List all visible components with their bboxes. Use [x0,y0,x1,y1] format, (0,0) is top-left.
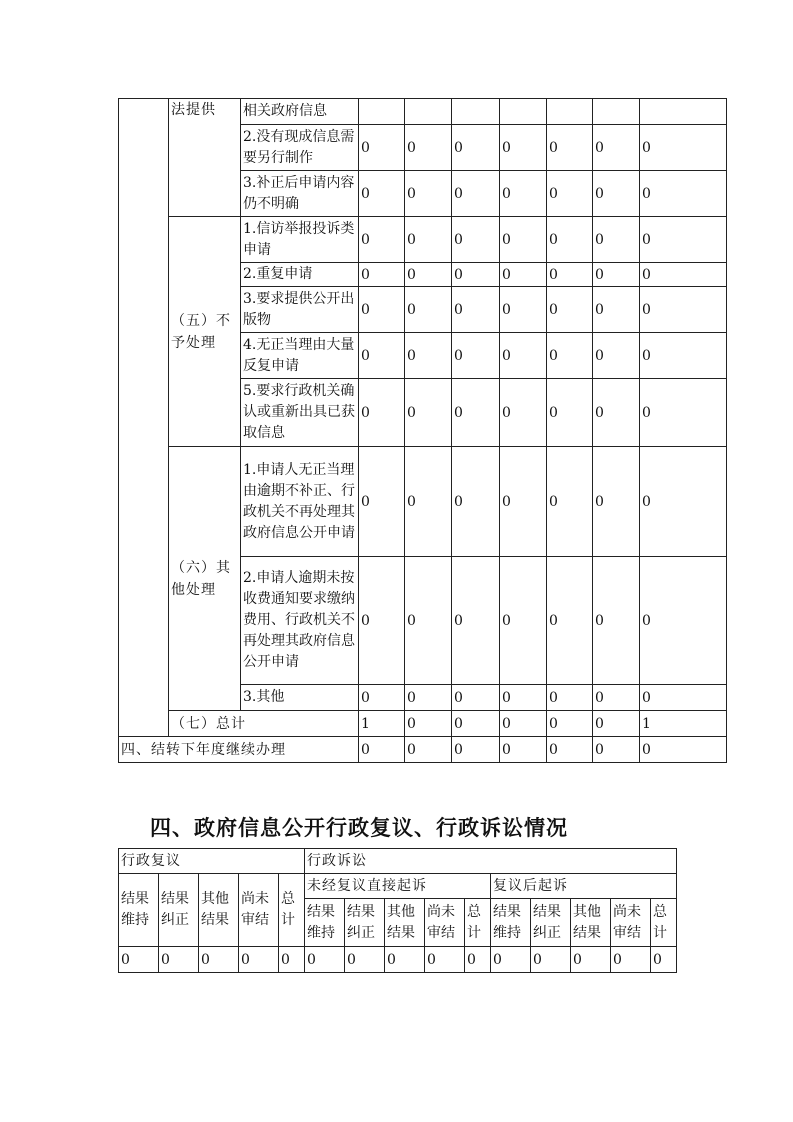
value-cell: 0 [452,263,500,287]
value-cell: 0 [547,447,593,557]
value-cell: 0 [547,171,593,217]
after-review-col-header: 结果纠正 [531,899,571,947]
value-cell: 0 [640,287,727,333]
value-cell: 0 [405,379,452,447]
value-cell: 0 [640,379,727,447]
value-cell [547,99,593,125]
value-cell: 0 [500,333,547,379]
value-cell: 0 [640,557,727,685]
carry-over-value-cell: 0 [405,737,452,763]
direct-suit-header: 未经复议直接起诉 [305,874,491,899]
direct-col-header: 总计 [465,899,491,947]
value-cell: 0 [452,685,500,711]
value-cell: 0 [359,447,405,557]
value-cell: 0 [593,263,640,287]
total-value-cell: 0 [593,711,640,737]
row-label: 5.要求行政机关确认或重新出具已获取信息 [241,379,359,447]
value-cell: 0 [452,557,500,685]
row-label: 3.其他 [241,685,359,711]
outer-blank-cell [119,99,169,737]
value-cell: 0 [547,557,593,685]
row-label: 2.没有现成信息需要另行制作 [241,125,359,171]
value-cell: 0 [547,287,593,333]
group-label: （六）其他处理 [169,447,241,711]
after-review-col-header: 总计 [651,899,677,947]
row-label: 相关政府信息 [241,99,359,125]
row-label: 3.补正后申请内容仍不明确 [241,171,359,217]
total-value-cell: 1 [359,711,405,737]
value-cell: 0 [640,125,727,171]
value-cell: 0 [640,333,727,379]
litigation-header: 行政诉讼 [305,849,677,874]
value-cell: 0 [500,685,547,711]
value-cell: 0 [452,217,500,263]
value-cell [593,99,640,125]
direct-col-header: 尚未审结 [425,899,465,947]
value-cell: 0 [159,947,199,973]
value-cell: 0 [500,171,547,217]
value-cell: 0 [640,263,727,287]
total-value-cell: 0 [405,711,452,737]
value-cell: 0 [359,557,405,685]
value-cell: 0 [359,171,405,217]
value-cell: 0 [359,685,405,711]
value-cell: 0 [640,447,727,557]
review-col-header: 结果纠正 [159,874,199,947]
value-cell: 0 [640,685,727,711]
value-cell: 0 [279,947,305,973]
after-review-col-header: 其他结果 [571,899,611,947]
value-cell: 0 [425,947,465,973]
value-cell: 0 [500,379,547,447]
value-cell: 0 [359,263,405,287]
value-cell: 0 [359,333,405,379]
carry-over-value-cell: 0 [359,737,405,763]
total-label: （七）总计 [169,711,359,737]
carry-over-label: 四、结转下年度继续办理 [119,737,359,763]
value-cell: 0 [119,947,159,973]
review-header: 行政复议 [119,849,305,874]
value-cell: 0 [640,171,727,217]
value-cell: 0 [359,217,405,263]
direct-col-header: 其他结果 [385,899,425,947]
value-cell: 0 [500,263,547,287]
section-title: 四、政府信息公开行政复议、行政诉讼情况 [150,816,568,840]
value-cell: 0 [345,947,385,973]
value-cell: 0 [500,125,547,171]
value-cell: 0 [593,447,640,557]
value-cell: 0 [547,125,593,171]
carry-over-value-cell: 0 [593,737,640,763]
review-col-header: 其他结果 [199,874,239,947]
value-cell: 0 [405,171,452,217]
group-label: （五）不予处理 [169,217,241,447]
total-value-cell: 0 [500,711,547,737]
direct-col-header: 结果纠正 [345,899,385,947]
row-label: 1.申请人无正当理由逾期不补正、行政机关不再处理其政府信息公开申请 [241,447,359,557]
value-cell: 0 [405,217,452,263]
value-cell: 0 [385,947,425,973]
value-cell: 0 [359,379,405,447]
total-value-cell: 0 [547,711,593,737]
row-label: 2.重复申请 [241,263,359,287]
row-label: 4.无正当理由大量反复申请 [241,333,359,379]
value-cell: 0 [593,557,640,685]
value-cell: 0 [611,947,651,973]
value-cell: 0 [452,333,500,379]
value-cell: 0 [571,947,611,973]
value-cell: 0 [531,947,571,973]
carry-over-value-cell: 0 [452,737,500,763]
row-label: 1.信访举报投诉类申请 [241,217,359,263]
value-cell: 0 [405,125,452,171]
group-label: 法提供 [169,99,241,217]
value-cell: 0 [239,947,279,973]
value-cell [640,99,727,125]
value-cell [452,99,500,125]
value-cell: 0 [405,287,452,333]
value-cell: 0 [593,171,640,217]
value-cell: 0 [452,447,500,557]
after-review-header: 复议后起诉 [491,874,677,899]
value-cell: 0 [651,947,677,973]
value-cell: 0 [405,447,452,557]
value-cell: 0 [491,947,531,973]
value-cell: 0 [452,171,500,217]
row-label: 2.申请人逾期未按收费通知要求缴纳费用、行政机关不再处理其政府信息公开申请 [241,557,359,685]
value-cell: 0 [593,685,640,711]
value-cell [359,99,405,125]
value-cell: 0 [547,217,593,263]
review-col-header: 结果维持 [119,874,159,947]
after-review-col-header: 结果维持 [491,899,531,947]
total-value-cell: 0 [452,711,500,737]
value-cell: 0 [405,557,452,685]
value-cell: 0 [547,379,593,447]
value-cell: 0 [500,447,547,557]
after-review-col-header: 尚未审结 [611,899,651,947]
value-cell: 0 [465,947,491,973]
value-cell [405,99,452,125]
value-cell: 0 [547,685,593,711]
value-cell: 0 [593,379,640,447]
direct-col-header: 结果维持 [305,899,345,947]
value-cell: 0 [405,263,452,287]
value-cell: 0 [199,947,239,973]
carry-over-value-cell: 0 [547,737,593,763]
value-cell: 0 [500,217,547,263]
review-col-header: 尚未审结 [239,874,279,947]
carry-over-value-cell: 0 [640,737,727,763]
value-cell: 0 [547,263,593,287]
carry-over-value-cell: 0 [500,737,547,763]
value-cell [500,99,547,125]
value-cell: 0 [452,287,500,333]
total-value-cell: 1 [640,711,727,737]
value-cell: 0 [500,287,547,333]
value-cell: 0 [452,379,500,447]
value-cell: 0 [640,217,727,263]
value-cell: 0 [305,947,345,973]
value-cell: 0 [593,333,640,379]
value-cell: 0 [500,557,547,685]
value-cell: 0 [359,125,405,171]
value-cell: 0 [359,287,405,333]
value-cell: 0 [452,125,500,171]
review-col-header: 总计 [279,874,305,947]
review-litigation-table [118,848,677,973]
disposition-table [118,98,727,763]
value-cell: 0 [405,333,452,379]
row-label: 3.要求提供公开出版物 [241,287,359,333]
value-cell: 0 [593,287,640,333]
value-cell: 0 [405,685,452,711]
value-cell: 0 [547,333,593,379]
value-cell: 0 [593,125,640,171]
value-cell: 0 [593,217,640,263]
